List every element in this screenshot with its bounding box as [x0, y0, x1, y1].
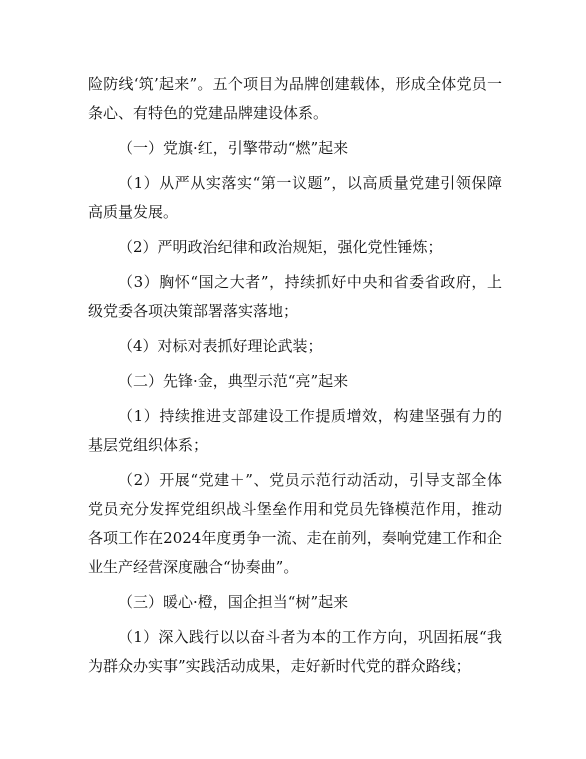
list-item-1-3: （3）胸怀“国之大者”，持续抓好中央和省委省政府，上级党委各项决策部署落实落地；: [88, 273, 502, 320]
document-body: [88, 70, 502, 687]
section-heading-2: （二）先锋·金，典型示范“亮”起来: [118, 372, 349, 390]
list-item-1-1: （1）从严从实落实“第一议题”，以高质量党建引领保障高质量发展。: [88, 174, 502, 221]
section-heading-1: （一）党旗·红，引擎带动“燃”起来: [118, 139, 349, 157]
list-item-1-4: （4）对标对表抓好理论武装；: [118, 337, 323, 355]
list-item-2-1: （1）持续推进支部建设工作提质增效，构建坚强有力的基层党组织体系；: [88, 407, 502, 454]
list-item-3-1: （1）深入践行以以奋斗者为本的工作方向，巩固拓展“我为群众办实事”实践活动成果，走好新时代党的群众路线；: [88, 628, 502, 675]
list-item-1-2: （2）严明政治纪律和政治规矩，强化党性锤炼；: [118, 238, 443, 256]
paragraph-continuation: 险防线‘筑’起来”。五个项目为品牌创建载体，形成全体党员一条心、有特色的党建品牌建设体系。: [88, 75, 502, 122]
section-heading-3: （三）暖心·橙，国企担当“树”起来: [118, 593, 349, 611]
list-item-2-2: （2）开展“党建＋”、党员示范行动活动，引导支部全体党员充分发挥党组织战斗堡垒作用和党员先锋模范作用，推动各项工作在2024年度勇争一流、走在前列，奏响党建工作和企业生产经营深度融合“协奏曲”。: [88, 471, 502, 576]
